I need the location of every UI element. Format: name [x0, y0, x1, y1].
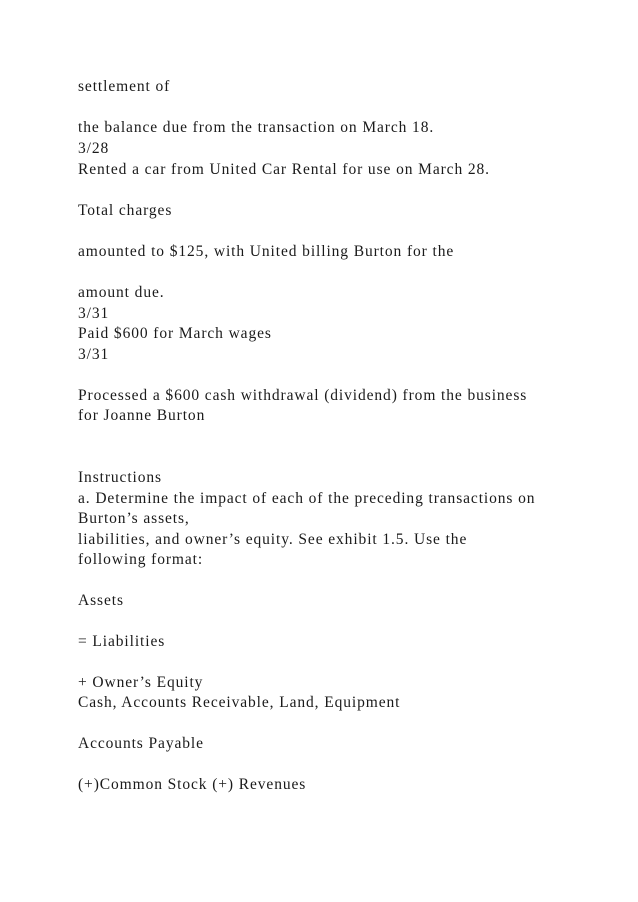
- text-line: 3/28: [78, 140, 110, 157]
- text-line: amount due.: [78, 284, 165, 301]
- text-line: liabilities, and owner’s equity. See exhibit 1.5. Use the: [78, 531, 468, 548]
- text-line: amounted to $125, with United billing Burton for the: [78, 243, 455, 260]
- text-line: a. Determine the impact of each of the preceding transactions on: [78, 490, 536, 507]
- text-line: + Owner’s Equity: [78, 674, 204, 691]
- text-line: Assets: [78, 592, 124, 609]
- text-line: the balance due from the transaction on March 18.: [78, 119, 435, 136]
- text-line: Accounts Payable: [78, 735, 204, 752]
- text-line: Rented a car from United Car Rental for use on March 28.: [78, 161, 490, 178]
- text-line: = Liabilities: [78, 633, 166, 650]
- text-line: settlement of: [78, 78, 171, 95]
- text-line: for Joanne Burton: [78, 407, 206, 424]
- text-line: Burton’s assets,: [78, 510, 190, 527]
- text-line: 3/31: [78, 346, 110, 363]
- text-line: Processed a $600 cash withdrawal (dividend) from the business: [78, 387, 528, 404]
- text-line: Paid $600 for March wages: [78, 325, 272, 342]
- text-line: 3/31: [78, 305, 110, 322]
- text-line: following format:: [78, 551, 204, 568]
- section-heading: Instructions: [78, 469, 162, 486]
- text-line: Cash, Accounts Receivable, Land, Equipment: [78, 694, 401, 711]
- text-line: (+)Common Stock (+) Revenues: [78, 776, 307, 793]
- text-line: Total charges: [78, 202, 173, 219]
